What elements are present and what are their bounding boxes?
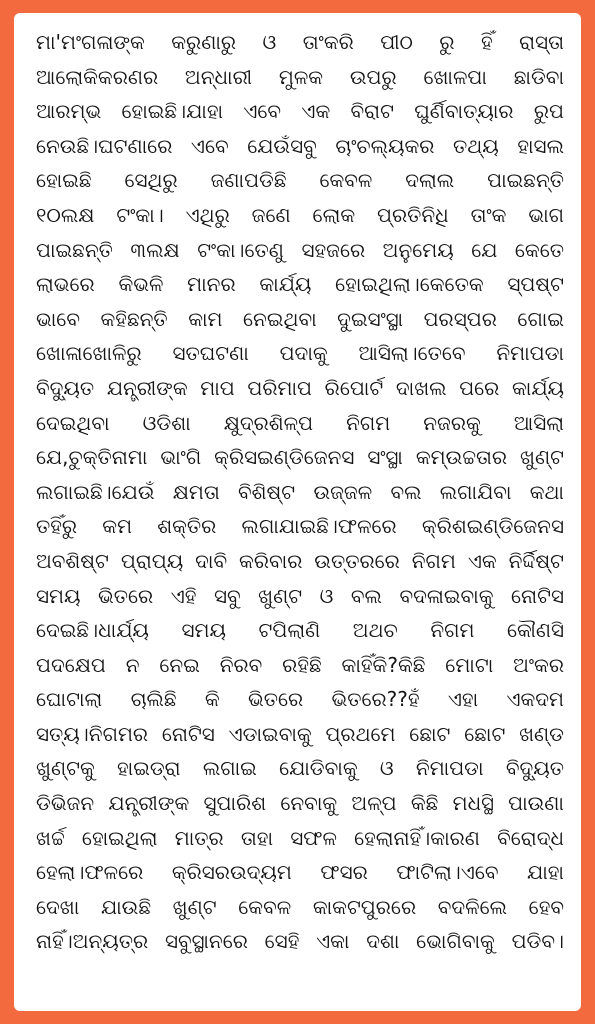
text-line-9: ଭାବେ କହିଛନ୍ତି କାମ ନେଇଥିବା ଦୁଇସଂସ୍ଥା ପରସ୍ପର ଗୋଇ bbox=[36, 306, 564, 331]
text-line-6: ୧୦ଲକ୍ଷ ଟଂକା। ଏଥିରୁ ଜଣେ ଲୋକ ପ୍ରତିନିଧି ତାଂକ ଭାଗ bbox=[36, 202, 564, 227]
text-line-23: ଡିଭିଜନ ଯନ୍ତ୍ରୀଙ୍କ ସୁପାରିଶ ନେବାକୁ ଅଳ୍ପ କିଛି ମଧସ୍ଥି ପାଉଣା bbox=[36, 791, 564, 816]
text-line-17: ସମୟ ଭିତରେ ଏହି ସବୁ ଖୁଣ୍ଟ ଓ ବଲ ବଦଳାଇବାକୁ ନୋଟିସ bbox=[36, 583, 564, 608]
text-line-18: ଦେଇଛି।ଧାର୍ଯ୍ୟ ସମୟ ଟପିଲାଣି ଅଥଚ ନିଗମ କୌଣସି bbox=[36, 618, 564, 643]
text-line-13: ଯେ,ଚୁକ୍ତିନାମା ଭାଂଗି କ୍ରିସଇଣ୍ଡିଜେନସ ସଂସ୍ଥା କମ୍ଉଚ୍ଚତାର ଖୁଣ୍ଟ bbox=[36, 445, 564, 470]
text-line-20: ଘୋଟାଲା ଚାଲିଛି କି ଭିତରେ ଭିତରେ??ହଁ ଏହା ଏକଦମ bbox=[36, 687, 564, 712]
text-line-22: ଖୁଣ୍ଟକୁ ହାଇଡ୍ରା ଲଗାଇ ଯୋଡିବାକୁ ଓ ନିମାପଡା ବିଦ୍ୟୁତ bbox=[36, 756, 564, 781]
text-line-3: ଆରମ୍ଭ ହୋଇଛି।ଯାହା ଏବେ ଏକ ବିରାଟ ଘୁର୍ଣିବାତ୍ୟାର ରୁପ bbox=[36, 99, 564, 124]
document-card bbox=[14, 13, 581, 1011]
text-line-1: ମା'ମଂଗଳାଙ୍କ କରୁଣାରୁ ଓ ତାଂକରି ପୀଠ ରୁ ହିଁ ରାସ୍ତା bbox=[36, 30, 564, 54]
text-line-4: ନେଉଛି।ଘଟଣାରେ ଏବେ ଯେଉଁସବୁ ଚାଂଚଲ୍ୟକର ତଥ୍ୟ ହାସଲ bbox=[36, 133, 564, 158]
text-line-16: ଅବଶିଷ୍ଟ ପ୍ରାପ୍ୟ ଦାବି କରିବାର ଉତ୍ତରରେ ନିଗମ ଏକ ନିର୍ଦ୍ଦିଷ୍ଟ bbox=[36, 548, 564, 573]
text-line-14: ଲଗାଇଛି।ଯେଉଁ କ୍ଷମତା ବିଶିଷ୍ଟ ଉଜ୍ଜଳ ବଲ ଲଗାଯିବା କଥା bbox=[36, 479, 564, 504]
text-line-26: ଦେଖା ଯାଉଛି ଖୁଣ୍ଟ କେବଳ କାକଟପୁରରେ ବଦଳିଲେ ହେବ bbox=[36, 894, 564, 919]
text-line-19: ପଦକ୍ଷେପ ନ ନେଇ ନିରବ ରହିଛି କାହିଁକି?କିଛି ମୋଟା ଅଂକର bbox=[36, 652, 564, 677]
text-line-8: ଲାଭରେ କିଭଳି ମାନର କାର୍ଯ୍ୟ ହୋଇଥିଲା।କେତେକ ସ୍ପଷ୍ଟ bbox=[36, 272, 564, 297]
text-line-10: ଖୋଳାଖୋଳିରୁ ସତଘଟଣା ପଦାକୁ ଆସିଲା।ତେବେ ନିମାପଡା bbox=[36, 341, 564, 366]
article-text bbox=[36, 25, 564, 959]
text-line-7: ପାଇଛନ୍ତି ୩ଲକ୍ଷ ଟଂକା।ତେଣୁ ସହଜରେ ଅନୁମେୟ ଯେ କେତେ bbox=[36, 237, 564, 262]
text-line-5: ହୋଇଛି ସେଥିରୁ ଜଣାପଡିଛି କେବଳ ଦଲାଲ ପାଇଛନ୍ତି bbox=[36, 168, 564, 193]
text-line-25: ହେଲା।ଫଳରେ କ୍ରିସରଉଦ୍ୟମ ଫସର ଫାଟିଲା।ଏବେ ଯାହା bbox=[36, 860, 564, 885]
text-line-24: ଖର୍ଚ୍ଚ ହୋଇଥିଲା ମାତ୍ର ତାହା ସଫଳ ହେଲାନାହିଁ।କାରଣ ବିରୋଦ୍ଧ bbox=[36, 825, 564, 850]
text-line-11: ବିଦ୍ୟୁତ ଯନ୍ତ୍ରୀଙ୍କ ମାପ ପରିମାପ ରିପୋର୍ଟ ଦାଖଲ ପରେ କାର୍ଯ୍ୟ bbox=[36, 375, 564, 400]
text-line-12: ଦେଇଥିବା ଓଡିଶା କ୍ଷୁଦ୍ରଶିଳ୍ପ ନିଗମ ନଜରକୁ ଆସିଲା bbox=[36, 410, 564, 435]
text-line-15: ତହିଁରୁ କମ ଶକ୍ତିର ଲଗାଯାଇଛି।ଫଳରେ କ୍ରିଶଇଣ୍ଡିଜେନସ bbox=[36, 514, 564, 539]
text-line-27: ନାହିଁ।ଅନ୍ୟତ୍ର ସବୁସ୍ଥାନରେ ସେହି ଏକା ଦଶା ଭୋଗିବାକୁ ପଡିବ। bbox=[36, 929, 564, 954]
text-line-2: ଆଲୋକିକରଣର ଅନ୍ଧାରୀ ମୁଳକ ଉପରୁ ଖୋଳପା ଛାଡିବା bbox=[36, 64, 564, 89]
text-line-21: ସତ୍ୟ।ନିଗମର ନୋଟିସ ଏଡାଇବାକୁ ପ୍ରଥମେ ଛୋଟ ଛୋଟ ଖଣ୍ଡ bbox=[36, 721, 564, 746]
